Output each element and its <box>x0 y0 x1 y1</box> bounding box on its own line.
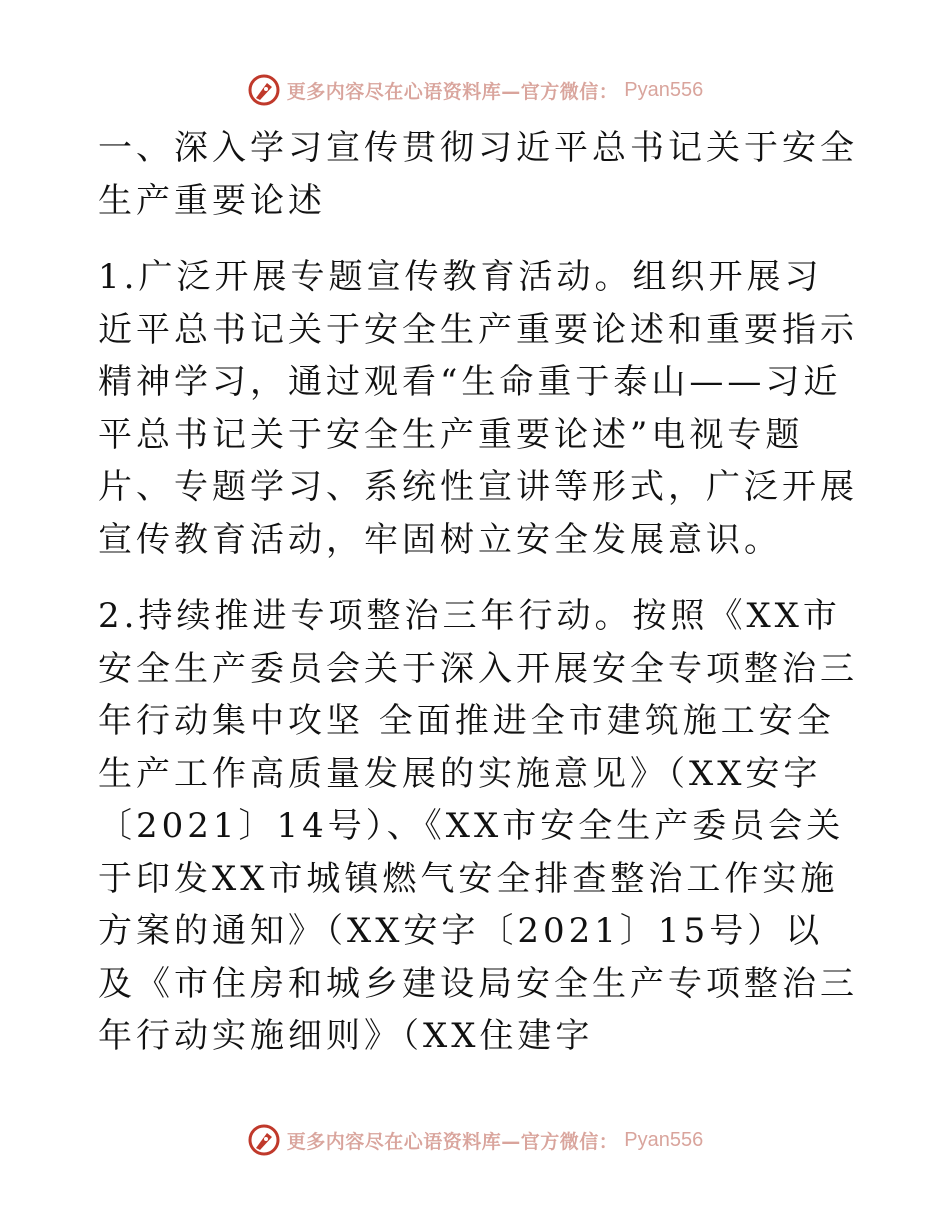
paragraph-1: 1.广泛开展专题宣传教育活动。组织开展习近平总书记关于安全生产重要论述和重要指示精神学习，通过观看“生命重于泰山——习近平总书记关于安全生产重要论述”电视专题片、专题学习、系统性宣讲等形式，广泛开展宣传教育活动，牢固树立安全发展意识。 <box>98 257 858 560</box>
header-watermark <box>0 70 950 110</box>
section-heading: 一、深入学习宣传贯彻习近平总书记关于安全生产重要论述 <box>98 128 858 221</box>
watermark-id: Pyan556 <box>624 1128 704 1151</box>
watermark-text: 更多内容尽在心语资料库—官方微信： <box>286 80 619 103</box>
document-body <box>98 122 858 1063</box>
watermark-text: 更多内容尽在心语资料库—官方微信： <box>286 1130 619 1153</box>
pen-nib-circle-icon <box>247 1123 281 1157</box>
watermark-id: Pyan556 <box>624 78 704 101</box>
paragraph-2: 2.持续推进专项整治三年行动。按照《XX市安全生产委员会关于深入开展安全专项整治三年行动集中攻坚 全面推进全市建筑施工安全生产工作高质量发展的实施意见》（XX安字〔2021〕14号）、《XX市安全生产委员会关于印发XX市城镇燃气安全排查整治工作实施方案的通知》（XX安字〔2021〕15号）以及《市住房和城乡建设局安全生产专项整治三年行动实施细则》（XX住建字 <box>98 596 858 1056</box>
pen-nib-circle-icon <box>247 73 281 107</box>
footer-watermark <box>0 1120 950 1160</box>
